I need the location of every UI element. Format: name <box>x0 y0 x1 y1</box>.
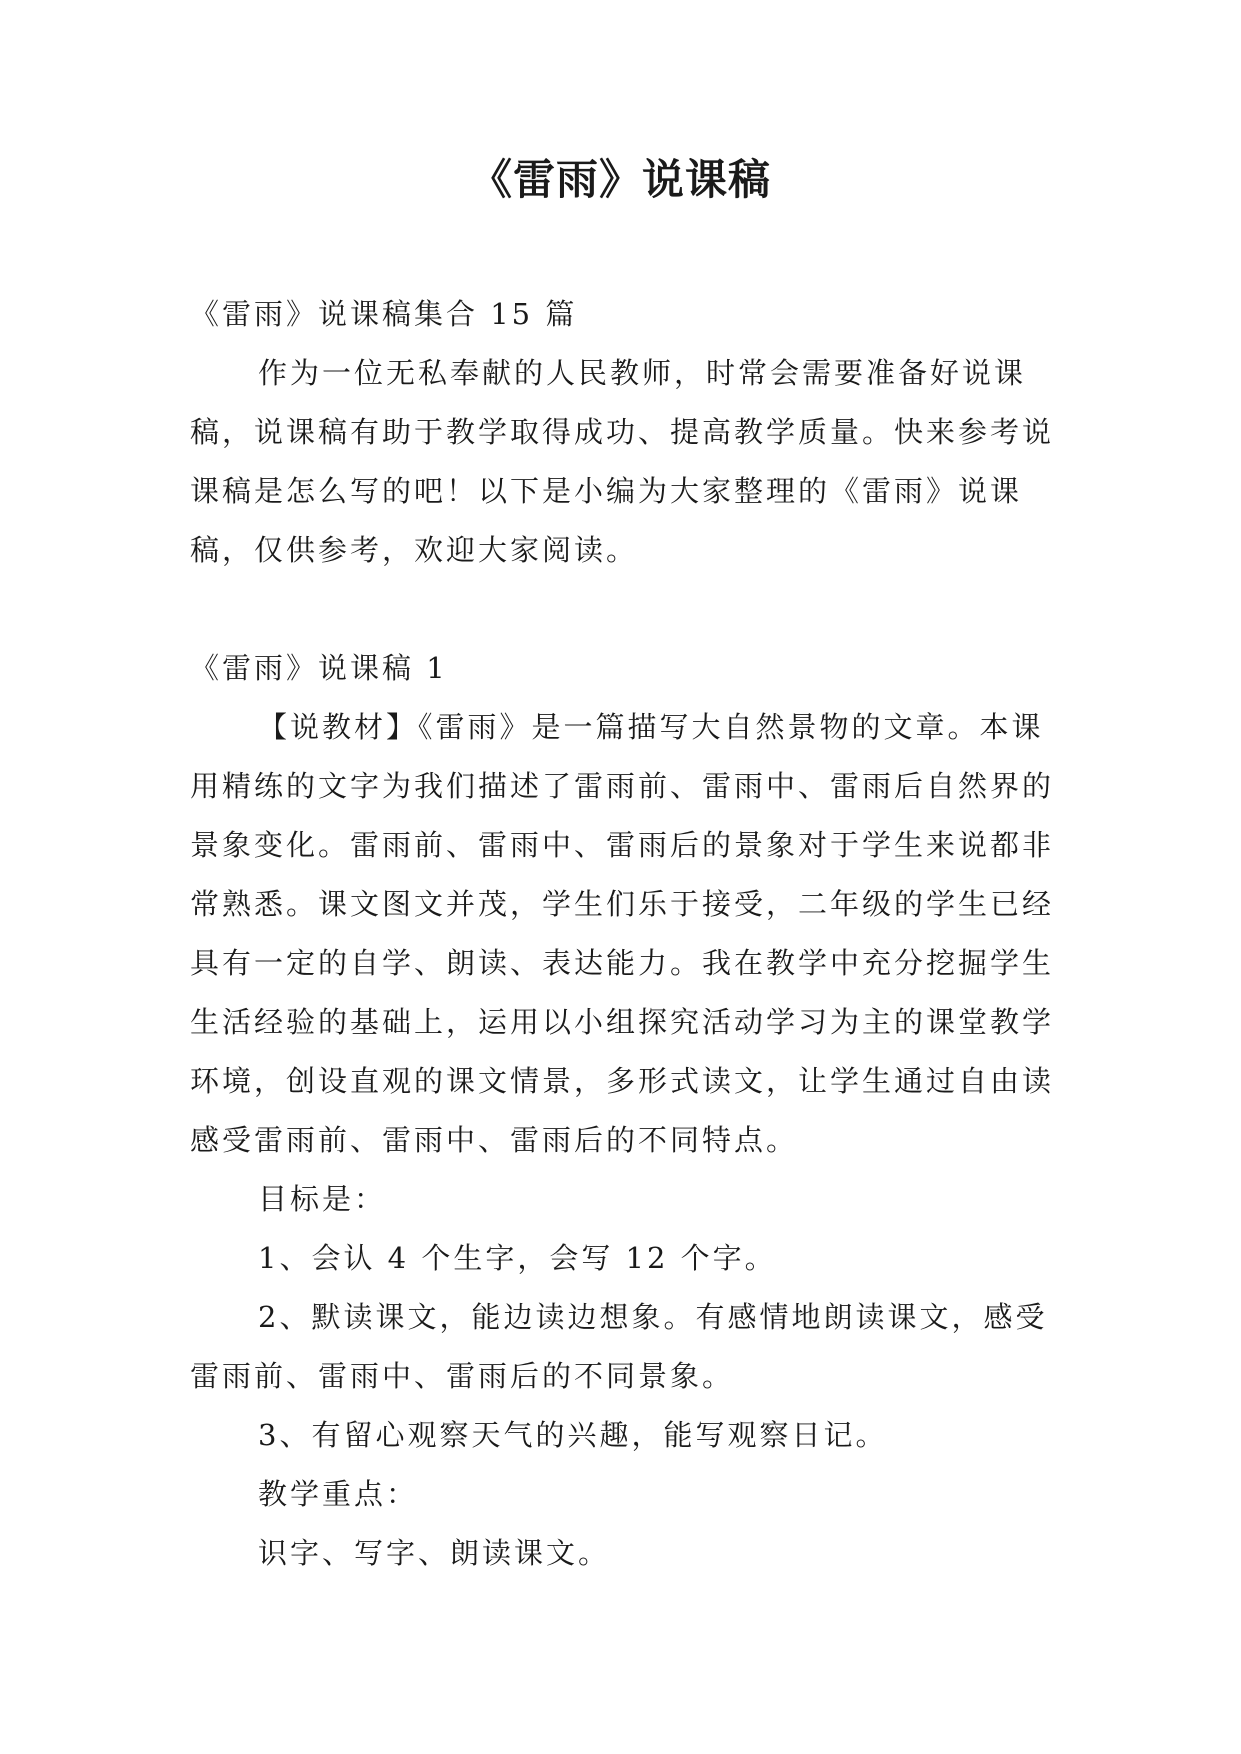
focus-item-1: 识字、写字、朗读课文。 <box>258 1536 611 1570</box>
collection-subtitle: 《雷雨》说课稿集合 15 篇 <box>190 297 578 331</box>
goal-item-1: 1、会认 4 个生字，会写 12 个字。 <box>258 1241 777 1275</box>
goal-item-2: 2、默读课文，能边读边想象。有感情地朗读课文，感受雷雨前、雷雨中、雷雨后的不同景象。 <box>190 1300 1048 1393</box>
intro-paragraph: 作为一位无私奉献的人民教师，时常会需要准备好说课稿，说课稿有助于教学取得成功、提高教学质量。快来参考说课稿是怎么写的吧！以下是小编为大家整理的《雷雨》说课稿，仅供参考，欢迎大家阅读。 <box>190 356 1055 567</box>
goal-item-3: 3、有留心观察天气的兴趣，能写观察日记。 <box>258 1418 888 1452</box>
document-title: 《雷雨》说课稿 <box>469 155 771 204</box>
section-heading: 《雷雨》说课稿 1 <box>190 651 448 685</box>
document-body <box>190 285 1060 1583</box>
spacer <box>190 580 1060 639</box>
focus-label: 教学重点： <box>258 1477 419 1511</box>
goals-label: 目标是： <box>258 1182 387 1216</box>
textbook-paragraph: 【说教材】《雷雨》是一篇描写大自然景物的文章。本课用精练的文字为我们描述了雷雨前、雷雨中、雷雨后自然界的景象变化。雷雨前、雷雨中、雷雨后的景象对于学生来说都非常熟悉。课文图文并茂，学生们乐于接受，二年级的学生已经具有一定的自学、朗读、表达能力。我在教学中充分挖掘学生生活经验的基础上，运用以小组探究活动学习为主的课堂教学环境，创设直观的课文情景，多形式读文，让学生通过自由读感受雷雨前、雷雨中、雷雨后的不同特点。 <box>190 710 1055 1157</box>
